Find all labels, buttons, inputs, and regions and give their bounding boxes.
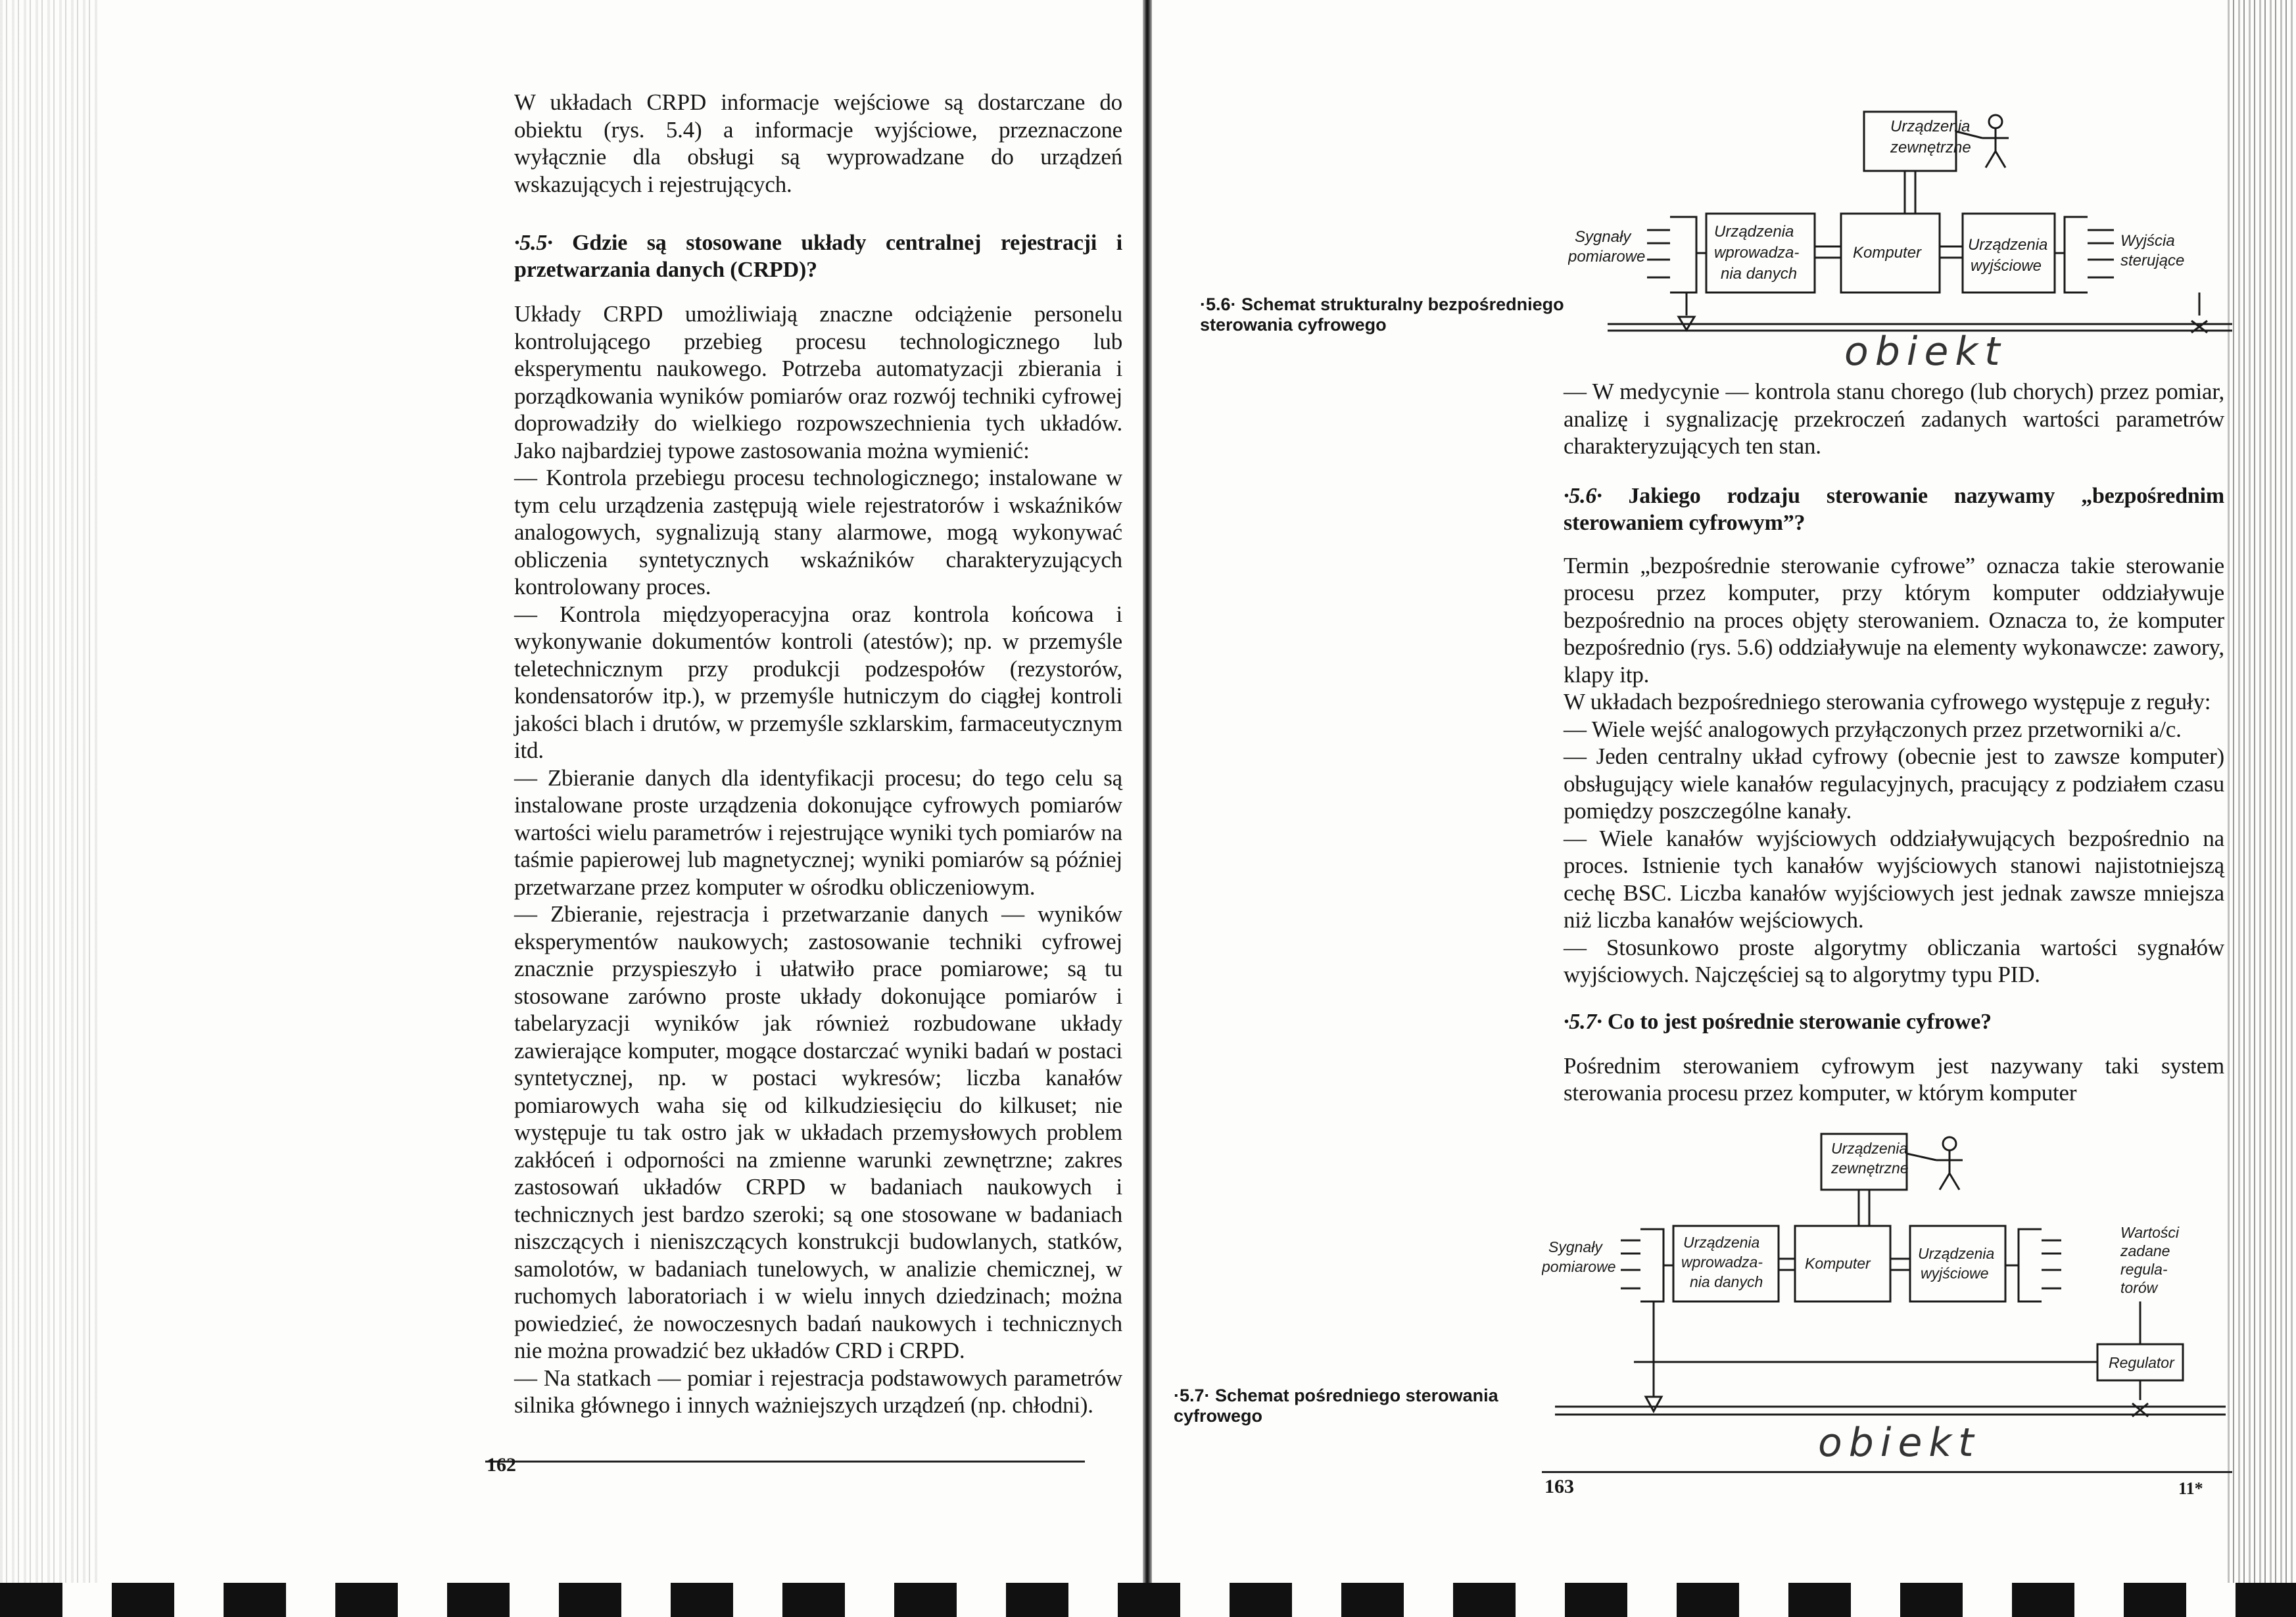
measurement-signals-label-2: pomiarowe [1542, 1258, 1616, 1275]
bullet-item: — Zbieranie, rejestracja i przetwarzanie danych — wyników eksperymentów naukowych; zastosowanie techniki cyfrowej znacznie przyspieszyło i ułatwiło prace pomiarowe; są tu stosowane zarówno proste układy dokonujące pomiarów i tabelaryzacji wyników jak również rozbudowane układy zawierające komputer, mogące dostarczać wyniki badań w postaci syntetycznej, np. w postaci wykresów; liczba kanałów pomiarowych waha się od kilkudziesięciu do kilkuset; nie występuje tu tak ostro jak w układach przemysłowych problem zakłóceń i odporności na zmienne warunki zewnętrzne; zakres zastosowań układów CRPD w badaniach naukowych i technicznych jest bardzo szeroki; są one stosowane w badaniach niszczących i nieniszczących konstrukcji budowlanych, statków, samolotów, w badaniach tunelowych, w analizie chemicznej, w ruchomych laboratoriach i w wielu innych dziedzinach; można powiedzieć, że nowoczesnych badań naukowych i technicznych nie można prowadzić bez układów CRD i CRPD. [514, 901, 1122, 1363]
bullet-item: — Stosunkowo proste algorytmy obliczania wartości sygnałów wyjściowych. Najczęściej są to algorytmy typu PID. [1564, 934, 2224, 987]
output-devices-box [1910, 1226, 2005, 1301]
medicine-paragraph: — W medycynie — kontrola stanu chorego (lub chorych) przez pomiar, analizę i sygnalizację przekroczeń zadanych wartości parametrów charakteryzujących ten stan. [1564, 379, 2224, 459]
control-outputs-label-2: sterujące [2120, 252, 2185, 270]
input-devices-label: Urządzenia [1714, 223, 1794, 241]
input-devices-label: Urządzenia [1683, 1234, 1760, 1251]
figure-5-7-caption: ·5.7· Schemat pośredniego sterowania cyfrowego [1174, 1386, 1498, 1426]
right-page-text-upper [1564, 378, 2224, 1107]
input-devices-label-3: nia danych [1721, 265, 1798, 283]
question-5-6 [1564, 482, 2224, 536]
left-page-text [514, 89, 1122, 1419]
bullet-item: — Wiele wejść analogowych przyłączonych przez przetworniki a/c. [1564, 716, 2182, 742]
output-devices-label-2: wyjściowe [1971, 257, 2042, 275]
measurement-signals-label: Sygnały [1575, 228, 1631, 246]
answer-5-6-paragraph: W układach bezpośredniego sterowania cyfrowego występuje z reguły: [1564, 689, 2211, 715]
question-5-7-number: ·5.7· [1564, 1009, 1602, 1034]
bullet-item: — Na statkach — pomiar i rejestracja podstawowych parametrów silnika głównego i innych ważniejszych urządzeń (np. chłodni). [514, 1365, 1122, 1418]
measurement-signals-label-2: pomiarowe [1568, 248, 1646, 266]
page-number: 163 [1544, 1476, 1574, 1497]
input-devices-label-2: wprowadza- [1714, 244, 1800, 262]
answer-5-7-paragraph: Pośrednim sterowaniem cyfrowym jest nazywany taki system sterowania procesu przez komputer, w którym komputer [1564, 1052, 2224, 1106]
figure-5-7-diagram [1542, 1127, 2252, 1456]
output-devices-label: Urządzenia [1968, 236, 2048, 254]
regulator-label: Regulator [2109, 1354, 2174, 1371]
scan-bottom-edge-artifact [0, 1583, 2296, 1617]
output-devices-label-2: wyjściowe [1921, 1265, 1989, 1282]
handwritten-note-object: obiekt [1818, 1420, 1980, 1466]
control-outputs-label: Wyjścia [2120, 232, 2175, 250]
answer-5-6-paragraph: Termin „bezpośrednie sterowanie cyfrowe” oznacza takie sterowanie procesu przez komputer, przy którym komputer oddziaływuje bezpośrednio na proces objęty sterowaniem. Oznacza to, że komputer bezpośrednio (rys. 5.6) oddziaływuje na elementy wykonawcze: zawory, klapy itp. [1564, 552, 2224, 688]
bullet-item: — Kontrola przebiegu procesu technologicznego; instalowane w tym celu urządzenia zastępują wiele rejestratorów i wskaźników analogowych, sygnalizują stany alarmowe, mogą wykonywać obliczenia syntetycznych wskaźników charakteryzujących kontrolowany proces. [514, 465, 1122, 599]
computer-label: Komputer [1805, 1255, 1871, 1272]
setpoints-label: Wartości [2120, 1224, 2180, 1241]
question-5-5-number: ·5.5· [514, 231, 553, 255]
input-devices-label-2: wprowadza- [1681, 1254, 1763, 1271]
question-5-5-title: Gdzie są stosowane układy centralnej rejestracji i przetwarzania danych (CRPD)? [514, 231, 1122, 282]
signature-mark: 11* [2178, 1479, 2203, 1498]
measurement-signals-label: Sygnały [1548, 1238, 1602, 1255]
bullet-item: — Kontrola międzyoperacyjna oraz kontrola końcowa i wykonywanie dokumentów kontroli (atestów); np. w przemyśle teletechnicznym przy produkcji podzespołów (rezystorów, kondensatorów itp.), w przemyśle hutniczym do ciągłej kontroli jakości blach i drutów, w przemyśle szklarskim, farmaceutycznym itd. [514, 601, 1122, 763]
output-devices-label: Urządzenia [1918, 1245, 1995, 1262]
question-5-7-title: Co to jest pośrednie sterowanie cyfrowe? [1607, 1009, 1992, 1034]
figure-5-6-caption: ·5.6· Schemat strukturalny bezpośredniego sterowania cyfrowego [1200, 294, 1564, 335]
bullet-item: — Jeden centralny układ cyfrowy (obecnie jest to zawsze komputer) obsługujący wiele kanałów regulacyjnych, pracujący z podziałem czasu pomiędzy poszczególne kanały. [1564, 743, 2224, 824]
bullet-item: — Wiele kanałów wyjściowych oddziaływujących bezpośrednio na proces. Istnienie tych kanałów wyjściowych stanowi najistotniejszą cechę BSC. Liczba kanałów wyjściowych jest jednak zawsze mniejsza niż liczba kanałów wejściowych. [1564, 825, 2224, 933]
page-number: 162 [487, 1454, 516, 1476]
input-devices-label-3: nia danych [1690, 1273, 1763, 1290]
handwritten-note-object: obiekt [1844, 329, 2007, 375]
setpoints-label-3: regula- [2120, 1261, 2168, 1278]
question-5-5 [514, 229, 1122, 283]
external-devices-label: Urządzenia [1890, 118, 1971, 135]
setpoints-label-4: torów [2120, 1279, 2158, 1296]
right-page [1147, 0, 2296, 1617]
computer-label: Komputer [1853, 244, 1922, 262]
answer-5-5-paragraph: Układy CRPD umożliwiają znaczne odciążenie personelu kontrolującego przebieg procesu technologicznego lub eksperymentu naukowego. Potrzeba automatyzacji zbierania i porządkowania wyników pomiarów oraz rozwój techniki cyfrowej doprowadziły do wielkiego rozpowszechnienia tych układów. Jako najbardziej typowe zastosowania można wymienić: [514, 301, 1122, 463]
question-5-6-title: Jakiego rodzaju sterowanie nazywamy „bezpośrednim sterowaniem cyfrowym”? [1564, 483, 2224, 535]
question-5-6-number: ·5.6· [1564, 483, 1602, 508]
footer-rule [1542, 1471, 2232, 1473]
bullet-item: — Zbieranie danych dla identyfikacji procesu; do tego celu są instalowane proste urządzenia dokonujące cyfrowych pomiarów wartości wielu parametrów i rejestrujące wyniki tych pomiarów na taśmie papierowej lub magnetycznej; wyniki pomiarów są później przetwarzane przez komputer w ośrodku obliczeniowym. [514, 764, 1122, 900]
external-devices-label-2: zewnętrzne [1831, 1160, 1909, 1177]
footer-rule [485, 1461, 1085, 1463]
intro-paragraph: W układach CRPD informacje wejściowe są dostarczane do obiektu (rys. 5.4) a informacje wyjściowe, przeznaczone wyłącznie dla obsługi są wyprowadzane do urządzeń wskazujących i rejestrujących. [514, 89, 1122, 197]
setpoints-label-2: zadane [2120, 1242, 2170, 1259]
question-5-7 [1564, 1008, 2224, 1035]
left-page [0, 0, 1147, 1617]
external-devices-label: Urządzenia [1831, 1140, 1908, 1157]
figure-5-6-diagram [1568, 105, 2265, 355]
external-devices-label-2: zewnętrzne [1890, 139, 1971, 156]
